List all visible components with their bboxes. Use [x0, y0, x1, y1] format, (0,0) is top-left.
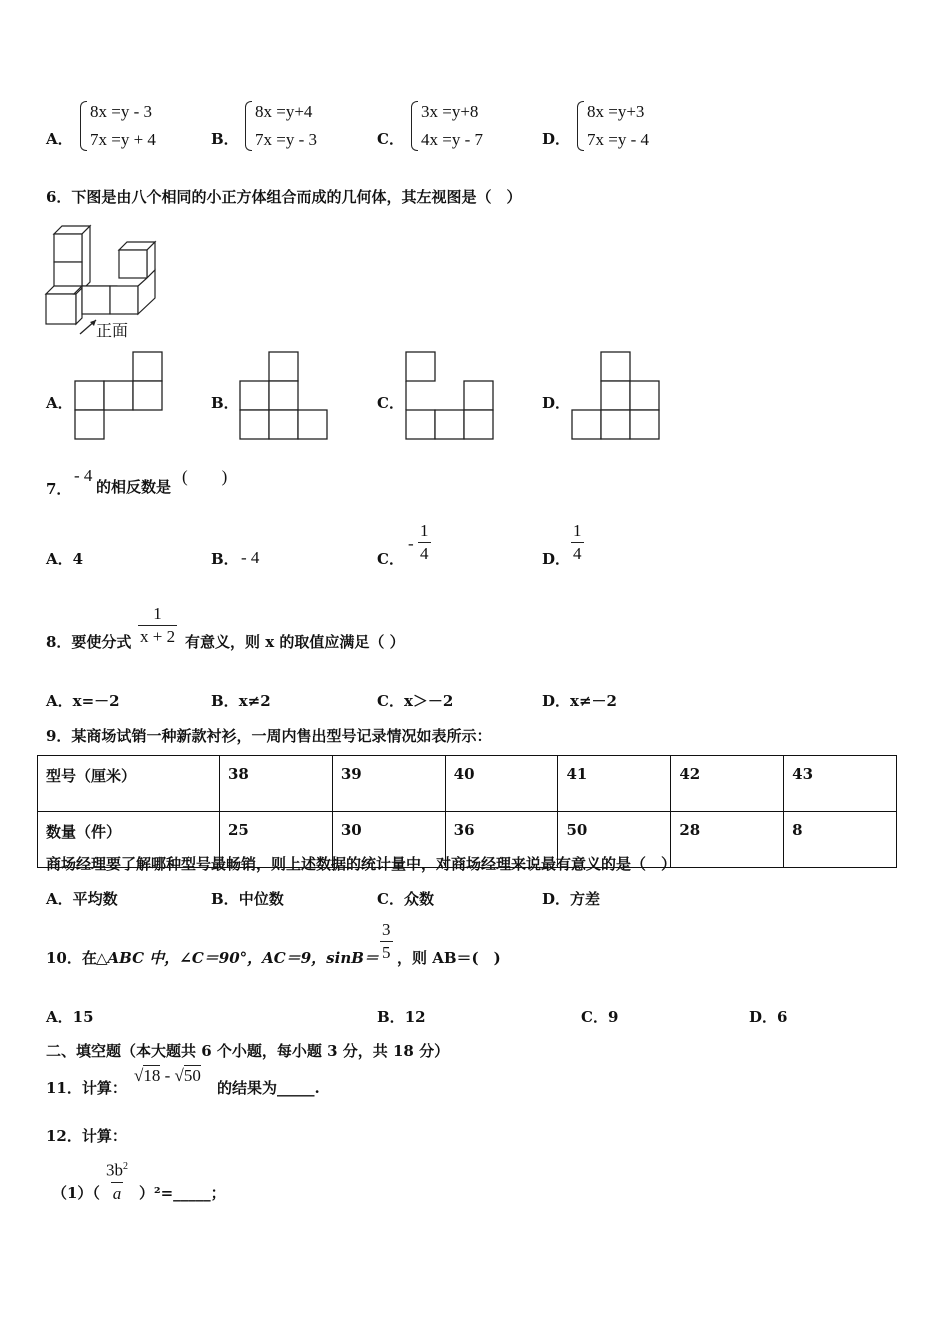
- q9-option-a[interactable]: A．平均数: [46, 890, 118, 908]
- q7-number: 7．: [46, 480, 72, 498]
- q8-fraction: $\frac{1}{x + 2}$: [140, 604, 176, 646]
- q5-option-b-system: [245, 98, 317, 154]
- table-cell: 25: [220, 812, 333, 868]
- q7-option-d-label[interactable]: D．: [542, 550, 571, 568]
- q5-option-d-system: [577, 98, 649, 154]
- q10-prefix: 10．在: [46, 949, 97, 967]
- q5-b-eq2: 7x =y - 3: [255, 130, 317, 149]
- sqrt-icon: √: [134, 1066, 144, 1085]
- q6-option-c[interactable]: C．: [377, 394, 404, 412]
- q9-option-b[interactable]: B．中位数: [211, 890, 284, 908]
- q5-b-eq1: 8x =y+4: [255, 102, 313, 121]
- table-row: [38, 756, 897, 812]
- q7-paren: ( ): [182, 467, 228, 486]
- q8-suffix: 有意义，则 x 的取值应满足（ ）: [185, 633, 405, 651]
- q5-option-a-system: [80, 98, 156, 154]
- q9-option-c[interactable]: C．众数: [377, 890, 434, 908]
- section-heading: 二、填空题（本大题共 6 个小题，每小题 3 分，共 18 分）: [46, 1042, 450, 1060]
- table-cell: 28: [671, 812, 784, 868]
- q12-sub1-suffix: ）²=_____；: [139, 1184, 226, 1202]
- q5-option-a-label: A．: [46, 130, 73, 148]
- table-cell: 50: [558, 812, 671, 868]
- q7-option-c-label[interactable]: C．: [377, 550, 404, 568]
- q6-b-view: [239, 351, 331, 441]
- table-cell: 41: [558, 756, 671, 812]
- q7-option-c-sign: -: [408, 534, 414, 553]
- q11-expression: √18 - √50: [134, 1066, 201, 1085]
- sqrt-icon: √: [174, 1066, 184, 1085]
- q12-text: 12．计算：: [46, 1127, 127, 1145]
- q5-option-c-system: [411, 98, 483, 154]
- q7-expr: - 4: [74, 466, 93, 485]
- q10-option-a[interactable]: A．15: [46, 1008, 94, 1026]
- q5-a-eq2: 7x =y + 4: [90, 130, 156, 149]
- q8-option-c[interactable]: C．x＞－2: [377, 692, 454, 710]
- table-cell: 40: [445, 756, 558, 812]
- q7-option-b-value: - 4: [241, 548, 260, 567]
- q6-text: 6．下图是由八个相同的小正方体组合而成的几何体，其左视图是（ ）: [46, 188, 522, 206]
- table-cell: 30: [332, 812, 445, 868]
- q5-option-d-label: D．: [542, 130, 571, 148]
- q10-option-c[interactable]: C．9: [581, 1008, 619, 1026]
- q7-text: 的相反数是: [96, 478, 172, 496]
- table-cell: 型号（厘米）: [38, 756, 220, 812]
- q9-question: 商场经理要了解哪种型号最畅销，则上述数据的统计量中，对商场经理来说最有意义的是（ ）: [46, 855, 677, 873]
- q5-a-eq1: 8x =y - 3: [90, 102, 152, 121]
- q10-option-b[interactable]: B．12: [377, 1008, 426, 1026]
- table-cell: 42: [671, 756, 784, 812]
- q7-option-b-label[interactable]: B．: [211, 550, 239, 568]
- q11-suffix: 的结果为_____.: [217, 1079, 320, 1097]
- q6-option-b[interactable]: B．: [211, 394, 239, 412]
- q5-option-c-label: C．: [377, 130, 404, 148]
- q5-c-eq1: 3x =y+8: [421, 102, 479, 121]
- q7-option-a[interactable]: A．4: [46, 550, 84, 568]
- table-cell: 36: [445, 812, 558, 868]
- q10-fraction: $\frac{3}{5}$: [382, 920, 391, 962]
- table-cell: 8: [784, 812, 897, 868]
- q5-c-eq2: 4x =y - 7: [421, 130, 483, 149]
- q6-option-a[interactable]: A．: [46, 394, 73, 412]
- q8-option-b[interactable]: B．x≠2: [211, 692, 271, 710]
- q12-sub1-label: （1）（: [52, 1184, 100, 1202]
- q5-d-eq1: 8x =y+3: [587, 102, 645, 121]
- q8-option-d[interactable]: D．x≠－2: [542, 692, 617, 710]
- q9-option-d[interactable]: D．方差: [542, 890, 601, 908]
- q9-table: [37, 755, 897, 868]
- q10-option-d[interactable]: D．6: [749, 1008, 788, 1026]
- q12-fraction: $\frac{3b^2}{a}$: [106, 1160, 128, 1203]
- q6-option-d[interactable]: D．: [542, 394, 571, 412]
- table-cell: 43: [784, 756, 897, 812]
- table-cell: 39: [332, 756, 445, 812]
- q10-condition: △ABC 中，∠C＝90°，AC＝9，sinB＝: [96, 949, 379, 967]
- q8-prefix: 8．要使分式: [46, 633, 132, 651]
- front-label: 正面: [96, 321, 129, 340]
- table-cell: 38: [220, 756, 333, 812]
- q10-suffix: ，则 AB＝( ): [397, 949, 501, 967]
- q6-c-view: [405, 351, 497, 441]
- q8-option-a[interactable]: A．x=－2: [46, 692, 120, 710]
- q9-text: 9．某商场试销一种新款衬衫，一周内售出型号记录情况如表所示：: [46, 727, 492, 745]
- q6-d-view: [571, 351, 663, 441]
- q6-a-view: [74, 351, 166, 441]
- q5-option-b-label: B．: [211, 130, 239, 148]
- q11-prefix: 11．计算：: [46, 1079, 127, 1097]
- table-cell: 数量（件）: [38, 812, 220, 868]
- q7-option-c-fraction: $\frac{1}{4}$: [420, 521, 429, 563]
- q7-option-d-fraction: $\frac{1}{4}$: [573, 521, 582, 563]
- q5-d-eq2: 7x =y - 4: [587, 130, 649, 149]
